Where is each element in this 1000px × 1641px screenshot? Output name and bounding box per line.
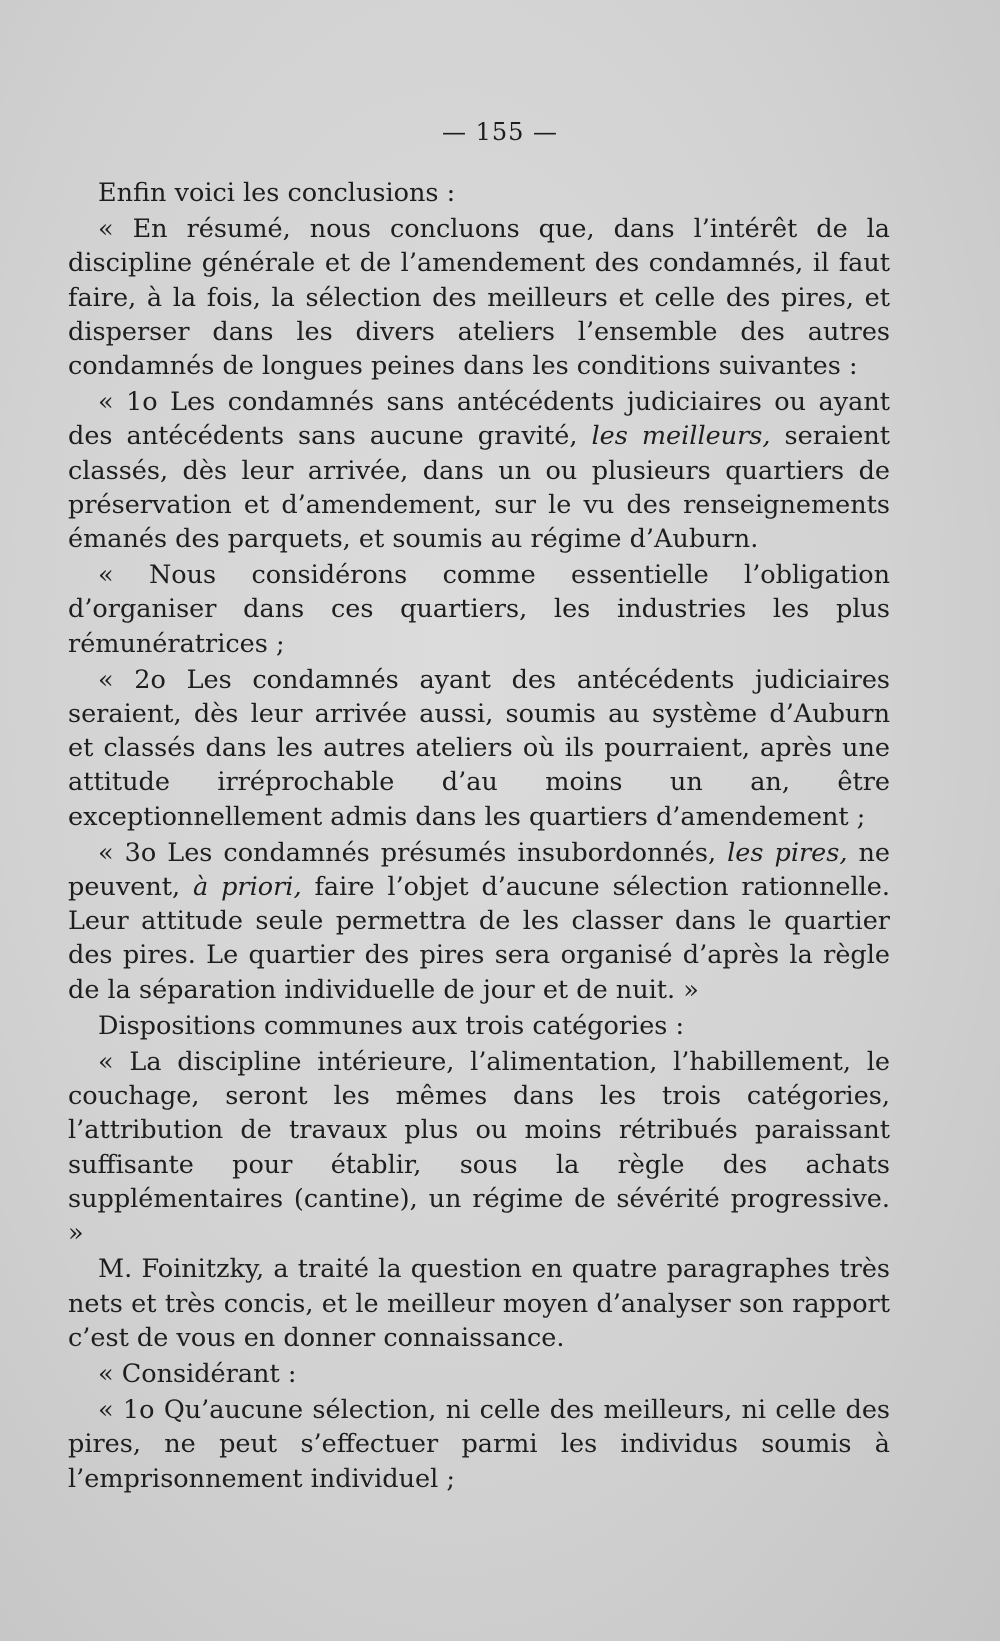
paragraph-selection: « 1o Qu’aucune sélection, ni celle des meilleurs, ni celle des pires, ne peut s’effectuer parmi les individus soumis à l’emprisonnement individuel ;	[68, 1395, 890, 1494]
emphasis-a-priori: à priori,	[193, 872, 302, 903]
paragraph-text: seraient classés, dès leur arrivée, dans un ou plusieurs quartiers de préservation et d’amendement, sur le vu des renseignements émanés des parquets, et soumis au régime d’Auburn.	[68, 421, 891, 555]
body-text	[68, 176, 890, 1496]
paragraph-point-2: « 2o Les condamnés ayant des antécédents judiciaires seraient, dès leur arrivée aussi, soumis au système d’Auburn et classés dans les autres ateliers où ils pourraient, après une attitude irréprochable d’au moins un an, être exceptionnellement admis dans les quartiers d’amendement ;	[68, 664, 890, 832]
paragraph-point-3	[68, 836, 890, 1007]
paragraph-industries: « Nous considérons comme essentielle l’obligation d’organiser dans ces quartiers, les industries les plus rémunératrices ;	[68, 560, 890, 659]
paragraph-point-1	[68, 385, 890, 556]
paragraph-text: ne peuvent,	[68, 837, 891, 903]
emphasis-les-meilleurs: les meilleurs,	[591, 421, 771, 452]
emphasis-les-pires: les pires,	[727, 837, 848, 868]
paragraph-text: « 1o Les condamnés sans antécédents judiciaires ou ayant des antécédents sans aucune gravité,	[68, 387, 890, 452]
page-number: — 155 —	[441, 118, 559, 146]
paragraph-considerant: « Considérant :	[98, 1358, 297, 1389]
paragraph-conclusions-intro: Enfin voici les conclusions :	[98, 178, 456, 208]
paragraph-discipline: « La discipline intérieure, l’alimentation, l’habillement, le couchage, seront les mêmes dans les trois catégories, l’attribution de travaux plus ou moins rétribués paraissant suffisante pour établir, sous la règle des achats supplémentaires (cantine), un régime de sévérité progressive. »	[68, 1047, 890, 1249]
paragraph-foinitzky: M. Foinitzky, a traité la question en quatre paragraphes très nets et très concis, et le meilleur moyen d’analyser son rapport c’est de vous en donner connaissance.	[68, 1254, 890, 1353]
paragraph-text: « 3o Les condamnés présumés insubordonnés,	[98, 837, 728, 868]
paragraph-common-provisions: Dispositions communes aux trois catégories :	[98, 1010, 685, 1041]
paragraph-summary: « En résumé, nous concluons que, dans l’intérêt de la discipline générale et de l’amendement des condamnés, il faut faire, à la fois, la sélection des meilleurs et celle des pires, et disperser dans les divers ateliers l’ensemble des autres condamnés de longues peines dans les conditions suivantes :	[68, 214, 890, 382]
paragraph-text: faire l’objet d’aucune sélection rationnelle. Leur attitude seule permettra de les classer dans le quartier des pires. Le quartier des pires sera organisé d’après la règle de la séparation individuelle de jour et de nuit. »	[68, 872, 890, 1005]
